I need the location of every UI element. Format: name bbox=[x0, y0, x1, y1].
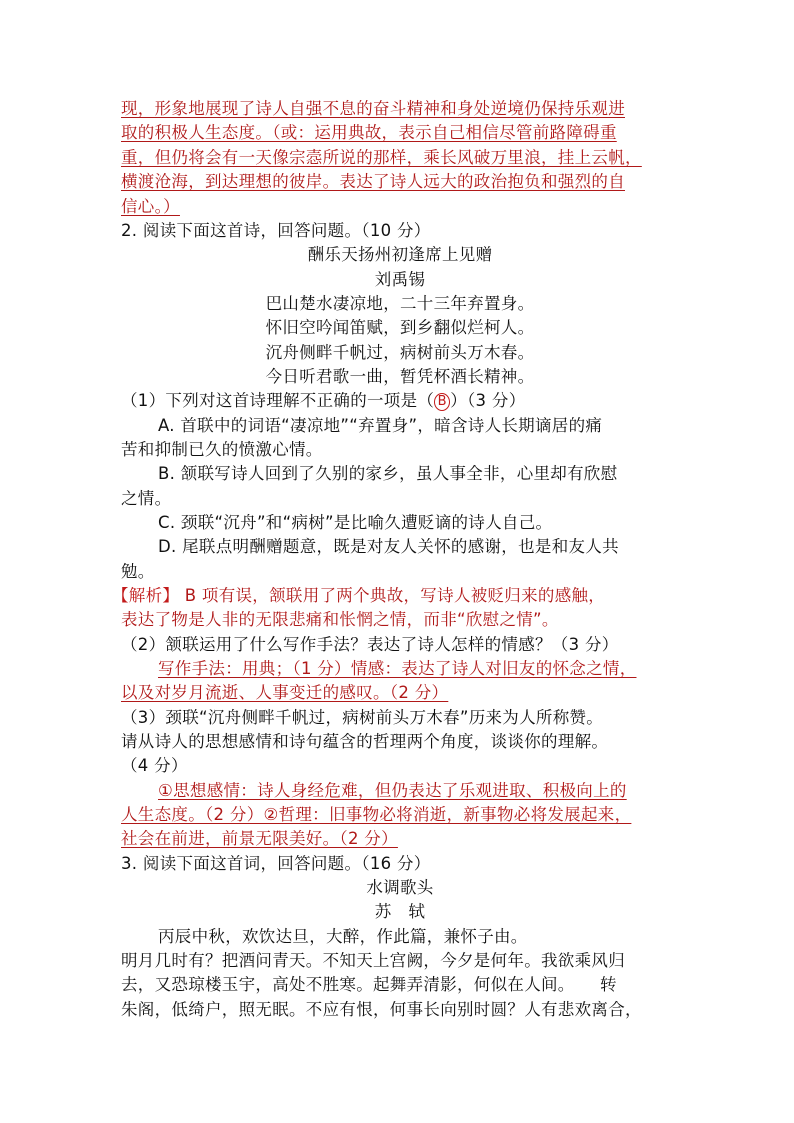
q2-sub1-question-text: （1）下列对这首诗理解不正确的一项是（ bbox=[121, 391, 435, 410]
q2-sub3-answer-line-1: ①思想感情：诗人身经危难，但仍表达了乐观进取、积极向上的 bbox=[158, 781, 627, 800]
q3-body-line-1: 明月几时有？把酒问青天。不知天上宫阙，今夕是何年。我欲乘风归 bbox=[121, 951, 625, 970]
q2-sub1-answer-mark: B bbox=[434, 393, 450, 411]
q2-sub3-question-line-1: （3）颈联“沉舟侧畔千帆过，病树前头万木春”历来为人所称赞。 bbox=[121, 708, 604, 727]
q2-sub2-question: （2）颔联运用了什么写作手法？表达了诗人怎样的情感？（3 分） bbox=[121, 635, 619, 654]
q2-option-a-line-2: 苦和抑制已久的愤激心情。 bbox=[121, 440, 323, 459]
q2-option-d-line-1: D. 尾联点明酬赠题意，既是对友人关怀的感谢，也是和友人共 bbox=[158, 537, 619, 556]
prev-answer-line-2: 取的积极人生态度。（或：运用典故，表示自己相信尽管前路障碍重 bbox=[121, 123, 617, 142]
q2-poem-line-4: 今日听君歌一曲，暂凭杯酒长精神。 bbox=[265, 367, 535, 386]
q2-poem-line-3: 沉舟侧畔千帆过，病树前头万木春。 bbox=[265, 343, 535, 362]
q2-analysis-line-2: 表达了物是人非的无限悲痛和怅惘之情，而非“欣慰之情”。 bbox=[121, 610, 559, 629]
q2-sub3-answer-line-2: 人生态度。（2 分）②哲理：旧事物必将消逝，新事物必将发展起来， bbox=[121, 805, 632, 824]
q2-option-b-line-1: B. 颔联写诗人回到了久别的家乡，虽人事全非，心里却有欣慰 bbox=[158, 464, 618, 483]
q2-sub2-answer-line-1: 写作手法：用典；（1 分）情感：表达了诗人对旧友的怀念之情， bbox=[158, 659, 637, 678]
q3-heading: 3. 阅读下面这首词，回答问题。（16 分） bbox=[121, 854, 431, 873]
q3-poem-title: 水调歌头 bbox=[366, 878, 434, 897]
q2-poem-line-2: 怀旧空吟闻笛赋，到乡翻似烂柯人。 bbox=[265, 318, 535, 337]
analysis-text: B 项有误，颔联用了两个典故，写诗人被贬归来的感触， bbox=[179, 586, 606, 605]
prev-answer-line-4: 横渡沧海，到达理想的彼岸。表达了诗人远大的政治抱负和强烈的自 bbox=[121, 172, 625, 191]
q2-poem-line-1: 巴山楚水凄凉地，二十三年弃置身。 bbox=[265, 294, 535, 313]
prev-answer-line-1: 现，形象地展现了诗人自强不息的奋斗精神和身处逆境仍保持乐观进 bbox=[121, 99, 625, 118]
q2-sub1-question bbox=[121, 389, 691, 413]
q2-poem-author: 刘禹锡 bbox=[374, 270, 426, 289]
q2-poem-title: 酬乐天扬州初逢席上见赠 bbox=[307, 245, 493, 264]
prev-answer-line-3: 重，但仍将会有一天像宗悫所说的那样，乘长风破万里浪，挂上云帆， bbox=[121, 148, 642, 167]
q2-sub3-answer-line-3: 社会在前进，前景无限美好。（2 分） bbox=[121, 829, 398, 848]
q2-sub1-question-score: ）（3 分） bbox=[450, 391, 526, 410]
q2-option-d-line-2: 勉。 bbox=[121, 562, 155, 581]
analysis-tag: 【解析】 bbox=[112, 586, 180, 605]
q2-heading: 2. 阅读下面这首诗，回答问题。（10 分） bbox=[121, 221, 431, 240]
prev-answer-line-5: 信心。） bbox=[121, 197, 180, 216]
q2-option-b-line-2: 之情。 bbox=[121, 489, 172, 508]
q2-option-a-line-1: A. 首联中的词语“凄凉地”“弃置身”，暗含诗人长期谪居的痛 bbox=[158, 416, 603, 435]
q3-body-line-2: 去，又恐琼楼玉宇，高处不胜寒。起舞弄清影，何似在人间。 转 bbox=[121, 975, 617, 994]
q3-preface: 丙辰中秋，欢饮达旦，大醉，作此篇，兼怀子由。 bbox=[158, 927, 528, 946]
q2-option-c-line-1: C. 颈联“沉舟”和“病树”是比喻久遭贬谪的诗人自己。 bbox=[158, 513, 553, 532]
q3-poem-author: 苏 轼 bbox=[374, 902, 426, 921]
q2-sub3-question-line-2: 请从诗人的思想感情和诗句蕴含的哲理两个角度，谈谈你的理解。 bbox=[121, 732, 609, 751]
q3-body-line-3: 朱阁，低绮户，照无眠。不应有恨，何事长向别时圆？人有悲欢离合， bbox=[121, 1000, 642, 1019]
q2-analysis-line-1 bbox=[112, 584, 682, 608]
q2-sub3-question-line-3: （4 分） bbox=[121, 756, 188, 775]
q2-sub2-answer-line-2: 以及对岁月流逝、人事变迁的感叹。（2 分） bbox=[121, 683, 449, 702]
